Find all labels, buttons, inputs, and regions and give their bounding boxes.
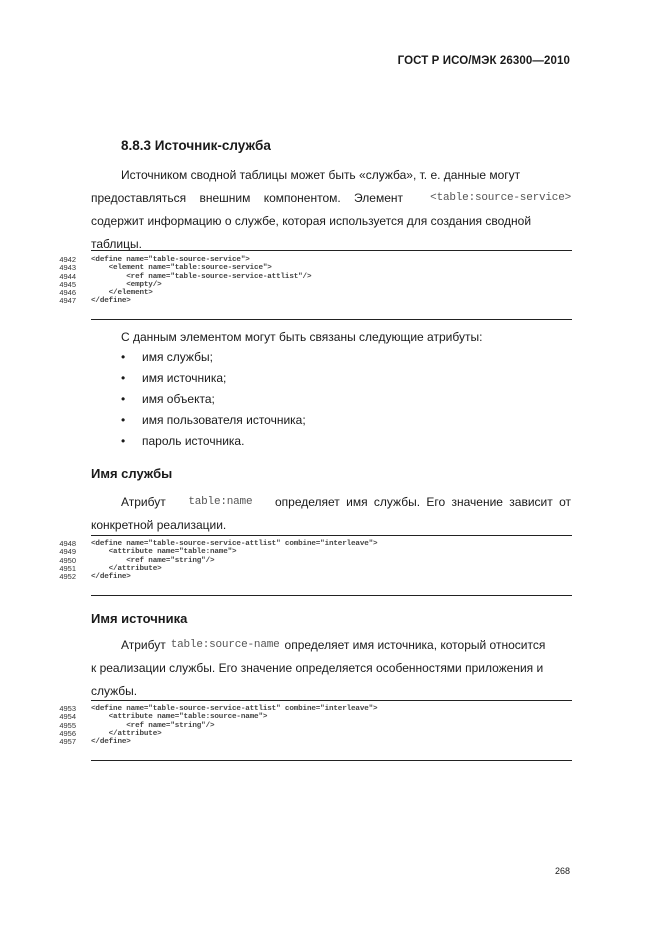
code-line <box>52 557 572 565</box>
code-text: </define> <box>91 738 131 747</box>
service-name-attr-label: Атрибут <box>121 495 166 509</box>
intro-paragraph <box>91 164 571 256</box>
code-text: </attribute> <box>91 729 162 738</box>
source-name-line-3: службы. <box>91 684 138 698</box>
code-line <box>52 540 572 548</box>
code-line <box>52 256 572 264</box>
source-name-line-2: к реализации службы. Его значение определяется особенностями приложения и <box>91 661 544 675</box>
code-rule-top-3 <box>91 700 572 701</box>
intro-line-2 <box>91 187 571 210</box>
code-line <box>52 738 572 746</box>
source-name-paragraph <box>91 634 571 703</box>
service-name-description: определяет имя службы. Его значение зависит от <box>274 495 571 509</box>
line-number: 4951 <box>59 563 76 573</box>
list-item-text: имя службы; <box>142 350 213 364</box>
code-rule-bottom-1 <box>91 319 572 320</box>
line-number: 4943 <box>59 263 76 273</box>
code-text: <empty/> <box>91 280 162 289</box>
code-text: <ref name="string"/> <box>91 721 215 730</box>
service-name-line-1 <box>91 491 571 514</box>
code-text: </element> <box>91 289 153 298</box>
code-text: <element name="table:source-service"> <box>91 264 272 273</box>
section-heading: 8.8.3 Источник-служба <box>121 138 271 153</box>
code-line <box>52 264 572 272</box>
page-number: 268 <box>554 866 570 876</box>
code-line <box>52 565 572 573</box>
service-name-heading: Имя службы <box>91 466 173 481</box>
code-line <box>52 281 572 289</box>
bullet-icon: • <box>121 371 126 385</box>
service-name-code: table:name <box>188 496 253 508</box>
code-rule-top-2 <box>91 535 572 536</box>
bullet-icon: • <box>121 413 126 427</box>
bullet-icon: • <box>121 350 126 364</box>
code-text: </define> <box>91 297 131 306</box>
code-rule-top-1 <box>91 250 572 251</box>
code-text: <attribute name="table:name"> <box>91 548 237 557</box>
line-number: 4947 <box>59 296 76 306</box>
code-text: </define> <box>91 573 131 582</box>
line-number: 4950 <box>59 555 76 565</box>
list-item-text: имя объекта; <box>142 392 215 406</box>
code-text: <attribute name="table:source-name"> <box>91 713 268 722</box>
line-number: 4952 <box>59 572 76 582</box>
source-name-description: определяет имя источника, который относится <box>284 638 546 652</box>
code-line <box>52 548 572 556</box>
intro-code-element: <table:source-service> <box>430 192 571 204</box>
list-item-text: имя пользователя источника; <box>142 413 306 427</box>
intro-line-4: таблицы. <box>91 237 142 251</box>
line-number: 4942 <box>59 255 76 264</box>
code-line <box>52 705 572 713</box>
code-rule-bottom-3 <box>91 760 572 761</box>
document-header: ГОСТ Р ИСО/МЭК 26300—2010 <box>397 55 570 67</box>
list-item-text: имя источника; <box>142 371 227 385</box>
code-listing-2 <box>52 540 572 581</box>
line-number: 4953 <box>59 704 76 713</box>
line-number: 4957 <box>59 737 76 747</box>
code-line <box>52 573 572 581</box>
line-number: 4956 <box>59 728 76 738</box>
code-line <box>52 713 572 721</box>
code-line <box>52 297 572 305</box>
line-number: 4954 <box>59 712 76 722</box>
line-number: 4948 <box>59 539 76 548</box>
code-line <box>52 730 572 738</box>
code-rule-bottom-2 <box>91 595 572 596</box>
source-name-code: table:source-name <box>170 639 280 651</box>
code-line <box>52 289 572 297</box>
code-text: <define name="table-source-service-attlist" combine="interleave"> <box>91 705 378 713</box>
intro-line-1: Источником сводной таблицы может быть «служба», т. е. данные могут <box>121 168 521 182</box>
bullet-icon: • <box>121 392 126 406</box>
line-number: 4945 <box>59 279 76 289</box>
line-number: 4946 <box>59 288 76 298</box>
line-number: 4944 <box>59 271 76 281</box>
code-text: <define name="table-source-service"> <box>91 256 250 264</box>
service-name-paragraph <box>91 491 571 537</box>
service-name-line-2: конкретной реализации. <box>91 518 227 532</box>
code-text: <ref name="table-source-service-attlist"/> <box>91 272 312 281</box>
source-name-attr-label: Атрибут <box>121 638 166 652</box>
line-number: 4955 <box>59 720 76 730</box>
intro-line-2-text: предоставляться внешним компонентом. Элемент <box>91 191 403 205</box>
code-text: </attribute> <box>91 564 162 573</box>
attributes-intro: С данным элементом могут быть связаны следующие атрибуты: <box>121 330 483 344</box>
code-line <box>52 273 572 281</box>
code-text: <ref name="string"/> <box>91 556 215 565</box>
list-item-text: пароль источника. <box>142 434 245 448</box>
intro-line-3: содержит информацию о службе, которая используется для создания сводной <box>91 214 532 228</box>
source-name-heading: Имя источника <box>91 611 188 626</box>
source-name-line-1 <box>91 634 571 657</box>
bullet-icon: • <box>121 434 126 448</box>
code-line <box>52 722 572 730</box>
code-text: <define name="table-source-service-attlist" combine="interleave"> <box>91 540 378 548</box>
code-listing-3 <box>52 705 572 746</box>
line-number: 4949 <box>59 547 76 557</box>
code-listing-1 <box>52 256 572 306</box>
